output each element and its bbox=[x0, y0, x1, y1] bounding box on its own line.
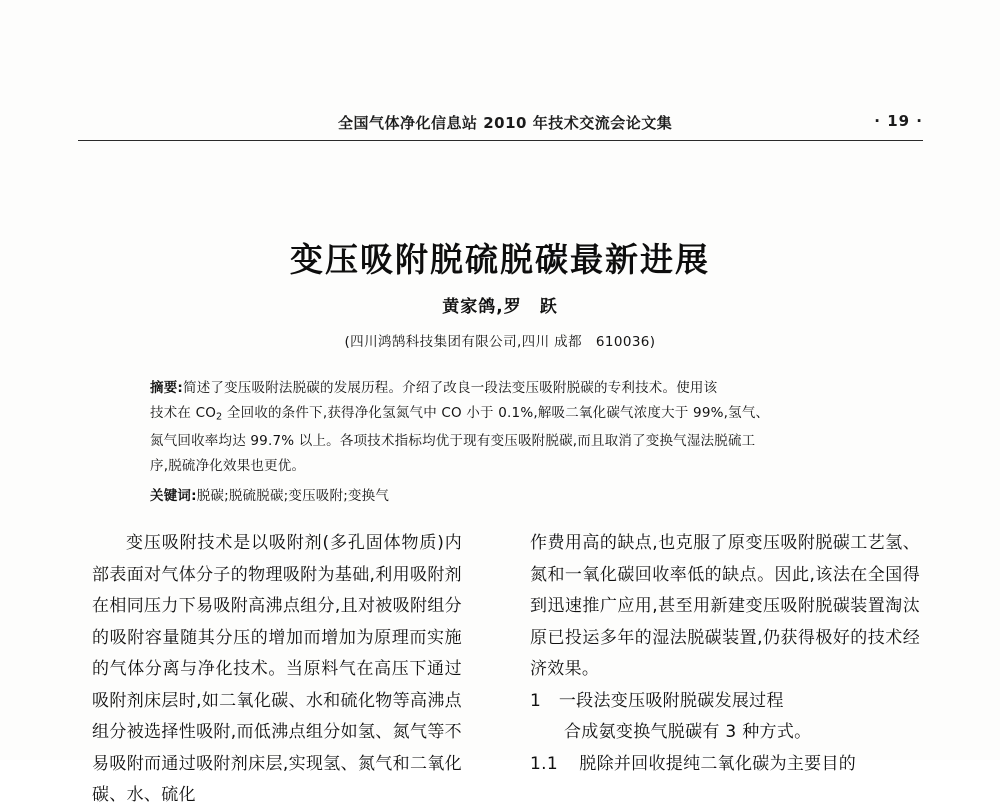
section-title-1-1: 脱除并回收提纯二氧化碳为主要目的 bbox=[579, 753, 857, 774]
section-heading-1 bbox=[530, 686, 920, 718]
paragraph-right-2: 合成氨变换气脱碳有 3 种方式。 bbox=[564, 722, 812, 742]
section-number-1: 1 bbox=[530, 690, 542, 711]
running-header-title: 全国气体净化信息站 2010 年技术交流会论文集 bbox=[338, 114, 673, 132]
author-list: 黄家鸽,罗 跃 bbox=[442, 297, 558, 317]
body-column-left bbox=[92, 528, 462, 812]
keywords-text: 脱碳;脱硫脱碳;变压吸附;变换气 bbox=[196, 488, 390, 504]
paragraph-left-1: 变压吸附技术是以吸附剂(多孔固体物质)内部表面对气体分子的物理吸附为基础,利用吸附剂在相同压力下易吸附高沸点组分,且对被吸附组分的吸附容量随其分压的增加而增加为原理而实施的气体分离与净化技术。当原料气在高压下通过吸附剂床层时,如二氧化碳、水和硫化物等高沸点组分被选择性吸附,而低沸点组分如氢、氮气等不易吸附而通过吸附剂床层,实现氢、氮气和二氧化碳、水、硫化 bbox=[92, 533, 462, 805]
abstract-label: 摘要: bbox=[150, 380, 183, 396]
affiliation: (四川鸿鹄科技集团有限公司,四川 成都 610036) bbox=[344, 334, 656, 350]
abstract-line-2-post: 全回收的条件下,获得净化氢氮气中 CO 小于 0.1%,解吸二氧化碳气浓度大于 99%,氢气、 bbox=[222, 405, 770, 421]
section-heading-1-1 bbox=[530, 749, 920, 781]
section-number-1-1: 1.1 bbox=[530, 753, 558, 774]
page-title: 变压吸附脱硫脱碳最新进展 bbox=[290, 240, 710, 280]
section-title-1: 一段法变压吸附脱碳发展过程 bbox=[558, 690, 784, 711]
header-divider bbox=[78, 140, 923, 141]
running-header bbox=[78, 112, 923, 146]
keywords bbox=[150, 484, 850, 504]
abstract-line-1: 简述了变压吸附法脱碳的发展历程。介绍了改良一段法变压吸附脱碳的专利技术。使用该 bbox=[183, 380, 718, 396]
abstract-line-3: 氮气回收率均达 99.7% 以上。各项技术指标均优于现有变压吸附脱碳,而且取消了变换气湿法脱硫工 bbox=[150, 433, 756, 450]
abstract bbox=[150, 376, 850, 479]
page-number: · 19 · bbox=[874, 112, 923, 130]
body-column-right bbox=[530, 528, 920, 780]
abstract-line-4: 序,脱硫净化效果也更优。 bbox=[150, 458, 306, 475]
abstract-line-2-pre: 技术在 CO bbox=[150, 405, 217, 421]
abstract-line-2-subscript: 2 bbox=[216, 411, 223, 423]
keywords-label: 关键词: bbox=[150, 488, 197, 504]
paragraph-right-1: 作费用高的缺点,也克服了原变压吸附脱碳工艺氢、氮和一氧化碳回收率低的缺点。因此,该法在全国得到迅速推广应用,甚至用新建变压吸附脱碳装置淘汰原已投运多年的湿法脱碳装置,仍获得极好的技术经济效果。 bbox=[530, 533, 920, 679]
